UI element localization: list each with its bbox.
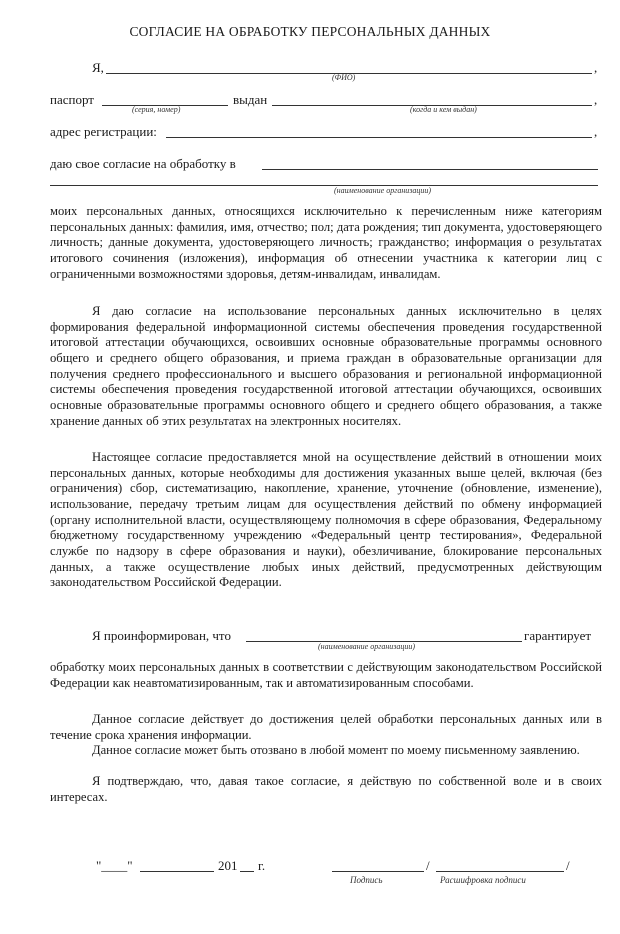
signature-hint: Подпись [350,875,383,885]
date-year-field[interactable] [240,871,254,872]
date-month-field[interactable] [140,871,214,872]
paragraph-actions: Настоящее согласие предоставляется мной на осуществление действий в отношении моих персональных данных, которые необходимы для достижения указанных выше целей, включая (без ограничения) сбор, систематизацию, накопление, хранение, уточнение (обновление, изменение), использование, передачу третьим лицам для осуществления действий по обмену информацией (органу исполнительной власти, осуществляющему полномочия в сфере образования, Федеральному бюджетному государственному учреждению «Федеральный центр тестирования», Федеральной службе по надзору в сфере образования и науки), обезличивание, блокирование персональных данных, а также осуществление любых иных действий, предусмотренных действующим законодательством Российской Федерации. [50,450,602,590]
issued-label: выдан [233,92,268,107]
signature-slash-1: / [426,858,430,873]
paragraph-confirmation: Я подтверждаю, что, давая такое согласие, я действую по собственной воле и в своих интересах. [50,774,602,804]
decoding-hint: Расшифровка подписи [440,875,526,885]
organization-field-1[interactable] [262,169,598,170]
issued-hint: (когда и кем выдан) [410,105,477,114]
paragraph-purpose: Я даю согласие на использование персональных данных исключительно в целях формирования федеральной информационной системы обеспечения проведения государственной итоговой аттестации обучающихся, освоивших основные образовательные программы основного общего и среднего общего образования, и приема граждан в образовательные организации для получения среднего профессионального и высшего образования и региональной информационной системы обеспечения проведения государственной итоговой аттестации обучающихся, освоивших основные образовательные программы основного общего и среднего общего образования, а также хранение данных об этих результатах на электронных носителях. [50,304,602,428]
informed-suffix: гарантирует [524,628,592,643]
organization-field-2[interactable] [50,185,598,186]
date-day: "____" [96,858,133,873]
informed-prefix: Я проинформирован, что [92,628,231,643]
name-prefix: Я, [92,60,104,75]
signature-slash-2: / [566,858,570,873]
informed-hint: (наименование организации) [318,642,416,651]
address-comma: , [594,124,598,139]
organization-hint: (наименование организации) [334,186,432,195]
paragraph-processing: обработку моих персональных данных в соответствии с действующим законодательством Российской Федерации как неавтоматизированным, так и автоматизированным способами. [50,660,602,690]
address-field[interactable] [166,137,592,138]
document-title: СОГЛАСИЕ НА ОБРАБОТКУ ПЕРСОНАЛЬНЫХ ДАННЫХ [129,24,491,39]
signature-field[interactable] [332,871,424,872]
name-hint: (ФИО) [332,73,356,82]
paragraph-categories: моих персональных данных, относящихся исключительно к перечисленным ниже категориям персональных данных: фамилия, имя, отчество; пол; дата рождения; тип документа, удостоверяющего личность; данные документа, удостоверяющего личность; гражданство; информация о результатах итогового сочинения (изложения), информация об отнесении участника к категории лиц с ограниченными возможностями здоровья, детям-инвалидам, инвалидам. [50,204,602,281]
passport-hint: (серия, номер) [132,105,181,114]
issued-comma: , [594,92,598,107]
name-comma: , [594,60,598,75]
date-suffix: г. [258,858,266,873]
paragraph-revocation: Данное согласие может быть отозвано в любой момент по моему письменному заявлению. [92,743,580,757]
signature-decoding-field[interactable] [436,871,564,872]
date-year: 201 [218,858,238,873]
address-label: адрес регистрации: [50,124,157,139]
passport-label: паспорт [50,92,94,107]
paragraph-validity: Данное согласие действует до достижения целей обработки персональных данных или в течение срока хранения информации. [50,712,602,742]
consent-label: даю свое согласие на обработку в [50,156,236,171]
